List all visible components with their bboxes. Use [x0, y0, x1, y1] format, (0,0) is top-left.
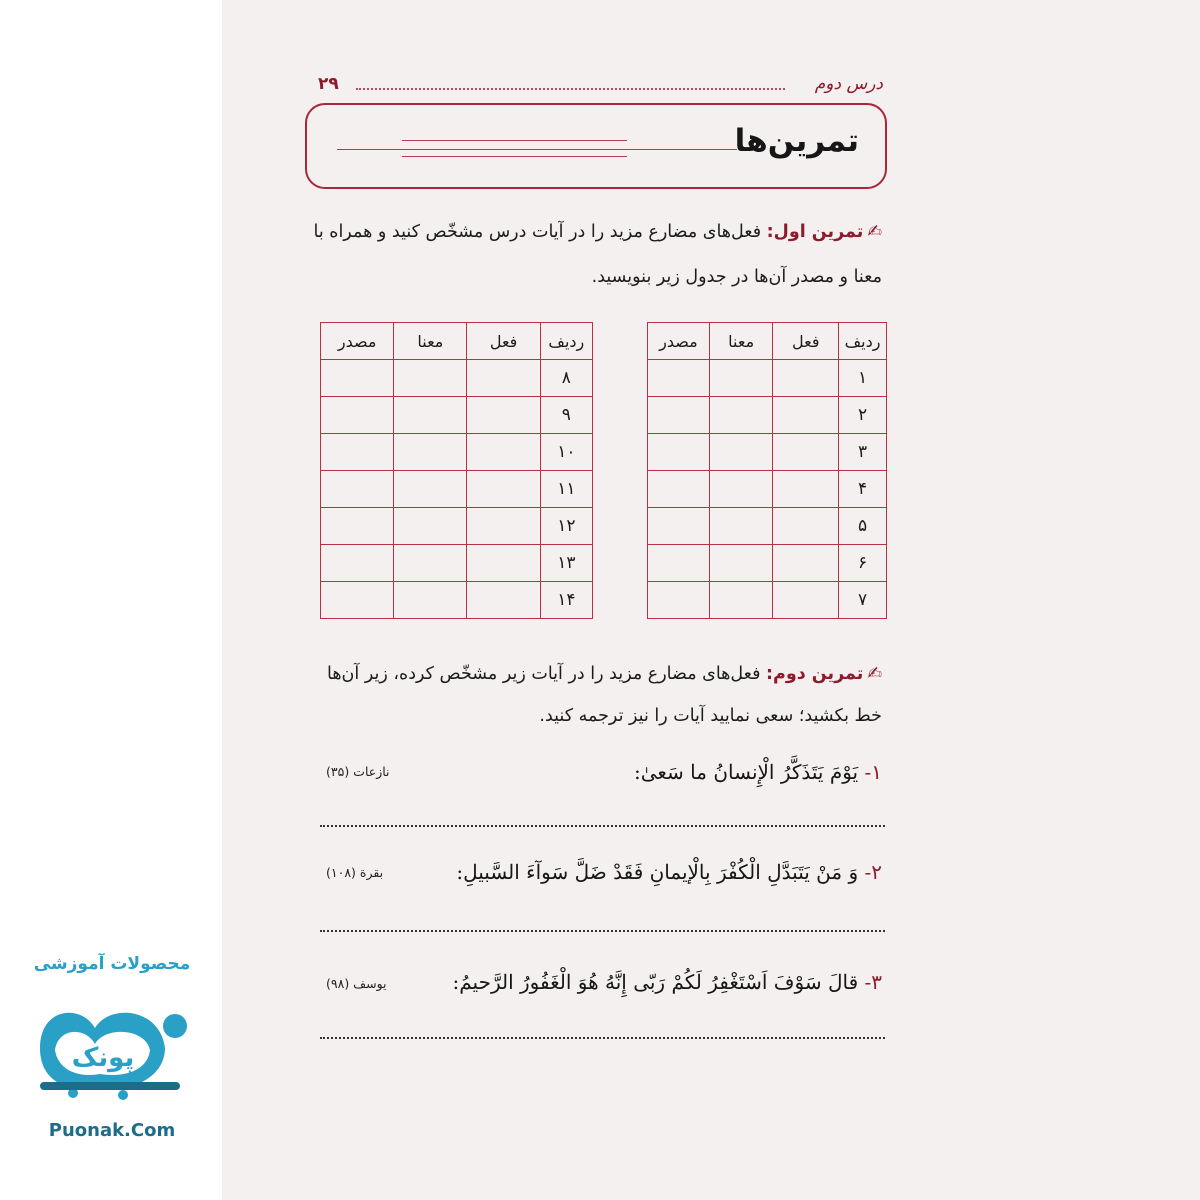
table-row: [648, 545, 887, 582]
verb-cell[interactable]: [773, 508, 839, 545]
col-header-verb: فعل: [773, 323, 839, 360]
col-header-meaning: معنا: [709, 323, 773, 360]
infinitive-cell[interactable]: [321, 582, 394, 619]
meaning-cell[interactable]: [709, 508, 773, 545]
header-dotted-rule: [356, 88, 785, 90]
meaning-cell[interactable]: [394, 360, 467, 397]
table-header-row: [321, 323, 593, 360]
exercise1-text: فعل‌های مضارع مزید را در آیات درس مشخّص کنید و همراه با: [313, 222, 762, 242]
table-row: [321, 471, 593, 508]
exercise2-line2: خط بکشید؛ سعی نمایید آیات را نیز ترجمه کنید.: [539, 706, 882, 726]
row-index-cell: ۱۰: [540, 434, 592, 471]
meaning-cell[interactable]: [709, 582, 773, 619]
table-row: [648, 360, 887, 397]
table-row: [648, 434, 887, 471]
infinitive-cell[interactable]: [321, 508, 394, 545]
infinitive-cell[interactable]: [648, 471, 710, 508]
exercise1-line1: [314, 222, 882, 243]
infinitive-cell[interactable]: [321, 545, 394, 582]
infinitive-cell[interactable]: [648, 508, 710, 545]
pen-icon: ✍: [867, 222, 882, 242]
verb-cell[interactable]: [773, 471, 839, 508]
col-header-row-index: ردیف: [540, 323, 592, 360]
col-header-verb: فعل: [467, 323, 540, 360]
verb-cell[interactable]: [773, 397, 839, 434]
verb-cell[interactable]: [773, 582, 839, 619]
infinitive-cell[interactable]: [321, 397, 394, 434]
verb-cell[interactable]: [467, 545, 540, 582]
table-row: [321, 582, 593, 619]
verb-cell[interactable]: [467, 508, 540, 545]
section-title: تمرین‌ها: [734, 123, 859, 159]
meaning-cell[interactable]: [709, 434, 773, 471]
col-header-meaning: معنا: [394, 323, 467, 360]
row-index-cell: ۱۴: [540, 582, 592, 619]
verb-cell[interactable]: [467, 582, 540, 619]
meaning-cell[interactable]: [709, 471, 773, 508]
exercise1-label: تمرین اول:: [766, 222, 864, 242]
row-index-cell: ۱۲: [540, 508, 592, 545]
verse-reference: نازعات (۳۵): [326, 764, 390, 779]
row-index-cell: ۹: [540, 397, 592, 434]
logo-wordmark: پونک: [71, 1043, 135, 1073]
infinitive-cell[interactable]: [648, 545, 710, 582]
answer-table-right: [647, 322, 887, 619]
infinitive-cell[interactable]: [648, 582, 710, 619]
exercise2-label: تمرین دوم:: [766, 664, 864, 684]
title-decor-line: [402, 140, 627, 141]
verb-cell[interactable]: [467, 360, 540, 397]
row-index-cell: ۱: [839, 360, 887, 397]
row-index-cell: ۵: [839, 508, 887, 545]
table-row: [321, 508, 593, 545]
meaning-cell[interactable]: [709, 397, 773, 434]
table-row: [321, 397, 593, 434]
meaning-cell[interactable]: [394, 471, 467, 508]
infinitive-cell[interactable]: [648, 434, 710, 471]
verb-cell[interactable]: [467, 434, 540, 471]
exercise1-line2: معنا و مصدر آن‌ها در جدول زیر بنویسید.: [591, 267, 882, 287]
verse-reference: یوسف (۹۸): [326, 976, 387, 991]
meaning-cell[interactable]: [394, 508, 467, 545]
table-row: [648, 397, 887, 434]
verb-cell[interactable]: [773, 360, 839, 397]
verb-cell[interactable]: [467, 471, 540, 508]
row-index-cell: ۷: [839, 582, 887, 619]
verse-text: یَوْمَ یَتَذَكَّرُ الْإِنسانُ ما سَعیٰ:: [633, 760, 859, 784]
meaning-cell[interactable]: [709, 545, 773, 582]
section-title-box: [305, 103, 887, 189]
meaning-cell[interactable]: [394, 434, 467, 471]
puonak-logo: [0, 950, 222, 1200]
meaning-cell[interactable]: [394, 582, 467, 619]
row-index-cell: ۸: [540, 360, 592, 397]
running-head: [318, 74, 883, 98]
row-index-cell: ۴: [839, 471, 887, 508]
verse-number: ۳-: [864, 970, 882, 994]
infinitive-cell[interactable]: [321, 434, 394, 471]
logo-mark-icon: [0, 978, 222, 1118]
title-decor-line: [402, 156, 627, 157]
exercise2-line1: [327, 664, 882, 685]
verb-cell[interactable]: [773, 545, 839, 582]
answer-dotted-line: [320, 1037, 885, 1039]
page-number-value: ۲۹: [318, 74, 339, 94]
table-row: [648, 471, 887, 508]
verse-reference: بقرة (۱۰۸): [326, 865, 384, 880]
answer-dotted-line: [320, 930, 885, 932]
page-number: [318, 74, 339, 94]
exercise2-text: فعل‌های مضارع مزید را در آیات زیر مشخّص کرده، زیر آن‌ها: [327, 664, 761, 684]
verse-3: [453, 970, 883, 994]
row-index-cell: ۱۱: [540, 471, 592, 508]
answer-table-left: [320, 322, 593, 619]
pen-icon: ✍: [867, 664, 882, 684]
title-decor-line: [337, 149, 737, 150]
col-header-row-index: ردیف: [839, 323, 887, 360]
verse-text: قالَ سَوْفَ اَسْتَغْفِرُ لَكُمْ رَبّی إِنَّهُ هُوَ الْغَفُورُ الرَّحیمُ:: [452, 970, 859, 994]
verse-number: ۲-: [864, 860, 882, 884]
table-row: [321, 434, 593, 471]
table-row: [648, 582, 887, 619]
row-index-cell: ۶: [839, 545, 887, 582]
logo-domain: Puonak.Com: [48, 1120, 176, 1141]
meaning-cell[interactable]: [394, 397, 467, 434]
verse-2: [456, 860, 882, 884]
infinitive-cell[interactable]: [321, 471, 394, 508]
answer-dotted-line: [320, 825, 885, 827]
table-header-row: [648, 323, 887, 360]
lesson-label: درس دوم: [814, 74, 883, 94]
verse-1: [634, 760, 882, 784]
infinitive-cell[interactable]: [648, 397, 710, 434]
infinitive-cell[interactable]: [321, 360, 394, 397]
row-index-cell: ۱۳: [540, 545, 592, 582]
verse-number: ۱-: [864, 760, 882, 784]
col-header-infinitive: مصدر: [321, 323, 394, 360]
meaning-cell[interactable]: [709, 360, 773, 397]
infinitive-cell[interactable]: [648, 360, 710, 397]
row-index-cell: ۲: [839, 397, 887, 434]
logo-tagline: محصولات آموزشی: [33, 954, 191, 974]
verb-cell[interactable]: [467, 397, 540, 434]
meaning-cell[interactable]: [394, 545, 467, 582]
table-row: [321, 360, 593, 397]
verb-cell[interactable]: [773, 434, 839, 471]
verse-text: وَ مَنْ یَتَبَدَّلِ الْكُفْرَ بِالْإیمانِ فَقَدْ ضَلَّ سَوآءَ السَّبیلِ:: [456, 860, 859, 884]
table-row: [648, 508, 887, 545]
col-header-infinitive: مصدر: [648, 323, 710, 360]
table-row: [321, 545, 593, 582]
row-index-cell: ۳: [839, 434, 887, 471]
